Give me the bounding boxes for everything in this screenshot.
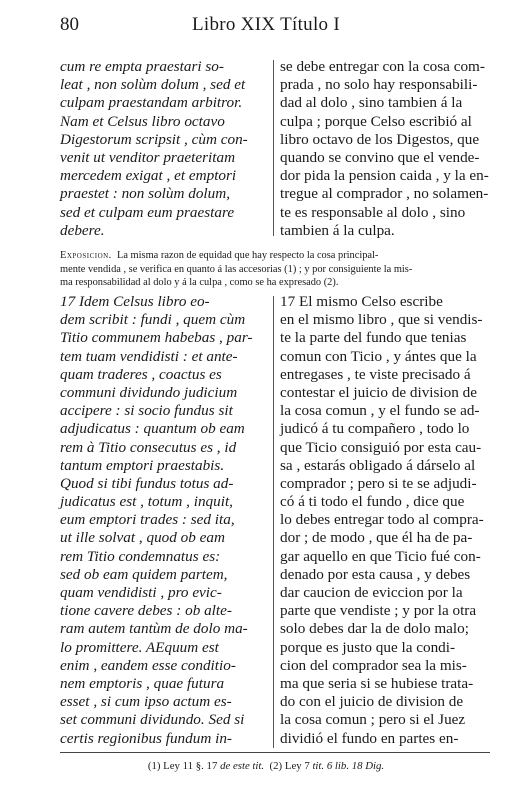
text-line: la cosa comun , y el fundo se ad- bbox=[280, 402, 480, 420]
text-line: 17 El mismo Celso escribe bbox=[280, 293, 443, 310]
text-line: contestar el juicio de division de bbox=[280, 383, 477, 401]
footnote-1-mark: (1) bbox=[147, 760, 161, 772]
text-line: sed ob eam quidem partem, bbox=[60, 565, 228, 583]
text-line: entregases , te viste precisado á bbox=[280, 365, 471, 383]
text-line: comun con Ticio , y ántes que la bbox=[280, 347, 477, 365]
text-line: libro octavo de los Digestos, que bbox=[280, 130, 480, 148]
text-line: dar caucion de eviccion por la bbox=[280, 584, 463, 601]
text-line: venit ut venditor praeteritam bbox=[60, 148, 236, 166]
text-line: do con el juicio de division de bbox=[280, 693, 464, 711]
text-line: denado por esta causa , y debes bbox=[280, 565, 471, 583]
text-line: cion del comprador sea la mis- bbox=[280, 656, 467, 674]
text-line: quam traderes , coactus es bbox=[60, 365, 222, 383]
text-line: prada , no solo hay responsabili- bbox=[280, 76, 478, 94]
text-line: tambien á la culpa. bbox=[280, 221, 395, 239]
exposition-label: Exposicion. bbox=[60, 250, 112, 261]
text-line: dem scribit : fundi , quem cùm bbox=[60, 311, 246, 329]
text-line: te es responsable al dolo , sino bbox=[280, 203, 466, 221]
text-line: en el mismo libro , que si vendis- bbox=[280, 311, 483, 329]
exposition-note bbox=[60, 249, 490, 290]
exposition-line: mente vendida , se verifica en quanto á las accesorias (1) ; y por consiguiente la mis- bbox=[60, 263, 413, 275]
text-line: ut ille solvat , quod ob eam bbox=[60, 529, 225, 547]
footnote-1-tail: de este tit. bbox=[220, 760, 265, 772]
text-line: solo debes dar la de dolo malo; bbox=[280, 620, 469, 638]
footnote-2-mark: (2) bbox=[269, 760, 283, 772]
text-line: 17 Idem Celsus libro eo- bbox=[60, 293, 210, 310]
text-line: culpam praestandam arbitror. bbox=[60, 94, 243, 112]
text-line: lo promittere. AEquum est bbox=[60, 638, 219, 656]
page-header bbox=[0, 14, 532, 40]
latin-text-column-top bbox=[60, 58, 268, 240]
text-line: adjudicatus : quantum ob eam bbox=[60, 420, 245, 438]
text-line: judicatus est , totum , inquit, bbox=[60, 493, 233, 511]
text-line: lo debes entregar todo al compra- bbox=[280, 511, 484, 529]
text-line: communi dividundo judicium bbox=[60, 383, 238, 401]
running-title: Libro XIX Título I bbox=[191, 14, 341, 35]
exposition-line: La misma razon de equidad que hay respecto la cosa principal- bbox=[117, 250, 379, 261]
text-line: se debe entregar con la cosa com- bbox=[280, 58, 485, 75]
text-line: gar aquello en que Ticio fué con- bbox=[280, 547, 481, 565]
text-line: la cosa comun ; pero si el Juez bbox=[280, 711, 466, 729]
text-line: ma que seria si se hubiese trata- bbox=[280, 674, 474, 692]
text-line: porque es justo que la condi- bbox=[280, 638, 456, 656]
text-line: tem tuam vendidisti : et ante- bbox=[60, 347, 238, 365]
text-line: dad al dolo , sino tambien á la bbox=[280, 94, 463, 112]
text-line: Nam et Celsus libro octavo bbox=[60, 112, 225, 130]
text-line: có á ti todo el fundo , dice que bbox=[280, 493, 465, 511]
text-line: rem Titio condemnatus es: bbox=[60, 547, 221, 565]
text-line: ram autem tantùm de dolo ma- bbox=[60, 620, 248, 638]
page-number: 80 bbox=[60, 14, 79, 35]
column-divider-bottom bbox=[273, 296, 274, 748]
footnote-2-tail: tit. 6 lib. 18 Dig. bbox=[312, 760, 385, 772]
text-line: Digestorum scripsit , cùm con- bbox=[60, 130, 248, 148]
text-line: judicó á tu compañero , todo lo bbox=[280, 420, 470, 438]
text-line: quam vendidisti , pro evic- bbox=[60, 584, 222, 601]
text-line: certis regionibus fundum in- bbox=[60, 729, 232, 747]
text-line: tantum emptori praestabis. bbox=[60, 456, 225, 474]
text-line: que Ticio consiguió por esta cau- bbox=[280, 438, 482, 456]
text-line: esset , si cum ipso actum es- bbox=[60, 693, 232, 711]
spanish-text-column-bottom bbox=[280, 293, 490, 748]
text-line: rem à Titio consecutus es , id bbox=[60, 438, 237, 456]
text-line: eum emptori trades : sed ita, bbox=[60, 511, 235, 529]
text-line: dor ; de modo , que él ha de pa- bbox=[280, 529, 473, 547]
column-divider-top bbox=[273, 60, 274, 236]
footnote-2-ref: Ley 7 bbox=[284, 760, 310, 772]
text-line: sed et culpam eum praestare bbox=[60, 203, 235, 221]
text-line: set communi dividundo. Sed si bbox=[60, 711, 245, 729]
text-line: dividió el fundo en partes en- bbox=[280, 729, 459, 747]
text-line: quando se convino que el vende- bbox=[280, 148, 480, 166]
footnotes bbox=[0, 760, 532, 772]
text-line: sa , estarás obligado á dárselo al bbox=[280, 456, 476, 474]
text-line: tione cavere debes : ob alte- bbox=[60, 602, 232, 620]
text-line: cum re empta praestari so- bbox=[60, 58, 224, 75]
text-line: debere. bbox=[60, 221, 105, 239]
text-line: praestet : non solùm dolum, bbox=[60, 185, 231, 203]
text-line: leat , non solùm dolum , sed et bbox=[60, 76, 246, 94]
text-line: accipere : si socio fundus sit bbox=[60, 402, 233, 420]
spanish-text-column-top bbox=[280, 58, 490, 240]
latin-text-column-bottom bbox=[60, 293, 268, 748]
text-line: dor pida la pension caida , y la en- bbox=[280, 167, 489, 185]
text-line: te la parte del fundo que tenias bbox=[280, 329, 467, 347]
text-line: mercedem exigat , et emptori bbox=[60, 167, 237, 185]
text-line: nem emptoris , quae futura bbox=[60, 674, 225, 692]
text-line: Quod si tibi fundus totus ad- bbox=[60, 474, 234, 492]
footnote-1-ref: Ley 11 §. 17 bbox=[163, 760, 218, 772]
footnote-rule bbox=[60, 752, 490, 753]
text-line: Titio communem habebas , par- bbox=[60, 329, 253, 347]
text-line: comprador ; pero si te se adjudi- bbox=[280, 474, 477, 492]
text-line: culpa ; porque Celso escribió al bbox=[280, 112, 472, 130]
exposition-line: ma responsabilidad al dolo y á la culpa , como se ha expresado (2). bbox=[60, 277, 339, 289]
text-line: enim , eandem esse conditio- bbox=[60, 656, 236, 674]
text-line: parte que vendiste ; y por la otra bbox=[280, 602, 477, 620]
text-line: tregue al comprador , no solamen- bbox=[280, 185, 489, 203]
